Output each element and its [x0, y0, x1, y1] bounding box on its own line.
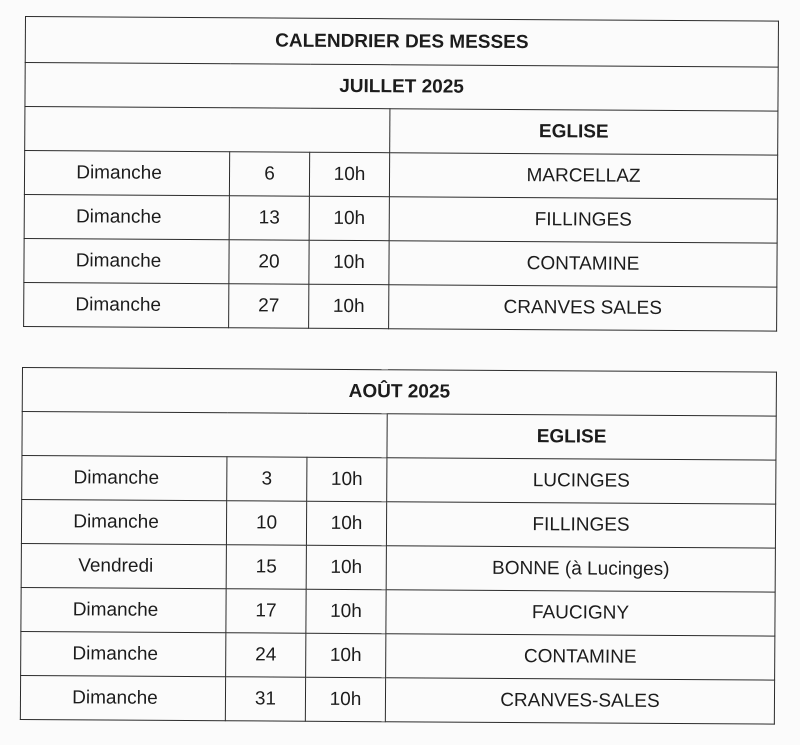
time-cell: 10h [309, 284, 389, 328]
church-cell: CRANVES-SALES [385, 678, 774, 724]
church-cell: BONNE (à Lucinges) [386, 546, 775, 592]
table-row [20, 675, 774, 724]
day-cell: Dimanche [24, 194, 229, 239]
month-title-july: JUILLET 2025 [25, 63, 778, 112]
date-cell: 10 [226, 501, 306, 545]
time-cell: 10h [309, 240, 389, 284]
church-cell: FILLINGES [389, 197, 777, 243]
time-cell: 10h [306, 589, 386, 633]
church-cell: FILLINGES [386, 502, 775, 548]
date-cell: 17 [226, 589, 306, 633]
table-row [21, 587, 775, 636]
church-column-header: EGLISE [390, 109, 778, 155]
date-cell: 24 [226, 633, 306, 677]
table-row [21, 500, 775, 549]
time-cell: 10h [305, 677, 385, 721]
day-cell: Dimanche [21, 631, 226, 676]
church-cell: MARCELLAZ [389, 153, 777, 199]
table-row [24, 238, 777, 287]
time-cell: 10h [306, 633, 386, 677]
day-cell: Vendredi [21, 543, 226, 588]
day-cell: Dimanche [24, 282, 229, 327]
blank-header-cell [22, 412, 387, 458]
day-cell: Dimanche [24, 238, 229, 283]
time-cell: 10h [307, 457, 387, 501]
date-cell: 31 [225, 677, 305, 721]
church-cell: CONTAMINE [386, 634, 775, 680]
table-row [21, 543, 775, 592]
date-cell: 13 [229, 196, 309, 240]
blank-header-cell [25, 107, 390, 153]
table-row [24, 151, 777, 200]
day-cell: Dimanche [20, 675, 225, 720]
table-row [24, 282, 777, 331]
church-cell: CONTAMINE [389, 241, 777, 287]
day-cell: Dimanche [24, 151, 229, 196]
table-row [24, 194, 777, 243]
august-schedule-table [20, 367, 777, 725]
day-cell: Dimanche [21, 587, 226, 632]
date-cell: 6 [229, 152, 309, 196]
time-cell: 10h [306, 501, 386, 545]
church-cell: LUCINGES [387, 458, 776, 504]
month-title-august: AOÛT 2025 [22, 368, 776, 417]
july-schedule-table [23, 16, 779, 332]
date-cell: 27 [229, 284, 309, 328]
time-cell: 10h [309, 152, 389, 196]
date-cell: 20 [229, 240, 309, 284]
church-cell: CRANVES SALES [389, 285, 777, 331]
table-row [22, 456, 776, 505]
date-cell: 3 [227, 457, 307, 501]
table-row [21, 631, 775, 680]
day-cell: Dimanche [21, 500, 226, 545]
church-column-header: EGLISE [387, 414, 776, 460]
date-cell: 15 [226, 545, 306, 589]
day-cell: Dimanche [22, 456, 227, 501]
time-cell: 10h [309, 196, 389, 240]
church-cell: FAUCIGNY [386, 590, 775, 636]
time-cell: 10h [306, 545, 386, 589]
page-title: CALENDRIER DES MESSES [25, 17, 778, 68]
